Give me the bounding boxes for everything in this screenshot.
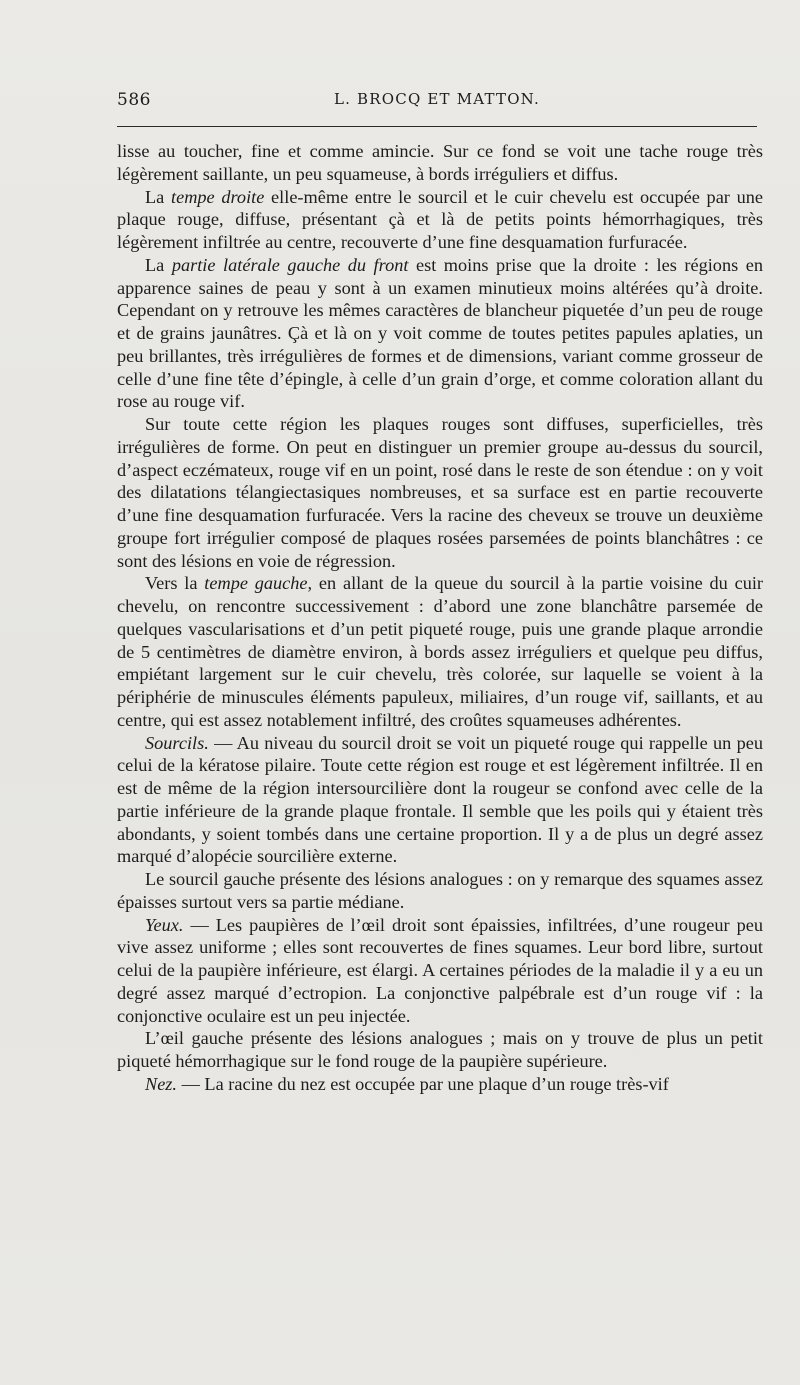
body-text	[117, 140, 763, 1096]
page-header	[117, 90, 757, 114]
header-rule	[117, 126, 757, 127]
paragraph-2: La tempe droite elle-même entre le sourcil et le cuir chevelu est occupée par une plaque rouge, diffuse, présentant çà et là de petits points hémorrhagiques, très légèrement infiltrée au centre, recouverte d’une fine desquamation furfuracée.	[117, 186, 763, 252]
page-number: 586	[117, 90, 151, 110]
paragraph-7: Le sourcil gauche présente des lésions analogues : on y remarque des squames assez épaisses surtout vers sa partie médiane.	[117, 869, 763, 912]
paragraph-1: lisse au toucher, fine et comme amincie. Sur ce fond se voit une tache rouge très légèrement saillante, un peu squameuse, à bords irréguliers et diffus.	[117, 141, 763, 184]
paragraph-3: La partie latérale gauche du front est moins prise que la droite : les régions en apparence saines de peau y sont à un examen minutieux moins altérées qu’à droite. Cependant on y retrouve les mêmes caractères de blancheur piquetée d’un peu de rouge et de grains jaunâtres. Çà et là on y voit comme de toutes petites papules aplaties, un peu brillantes, très irrégulières de formes et de dimensions, variant comme grosseur de celle d’une fine tête d’épingle, à celle d’un grain d’orge, et comme coloration allant du rose au rouge vif.	[117, 254, 763, 412]
paragraph-4: Sur toute cette région les plaques rouges sont diffuses, superficielles, très irrégulières de forme. On peut en distinguer un premier groupe au-dessus du sourcil, d’aspect eczémateux, rouge vif en un point, rosé dans le reste de son étendue : on y voit des dilatations télangiectasiques nombreuses, et sa surface est en partie recouverte d’une fine desquamation furfuracée. Vers la racine des cheveux se trouve un deuxième groupe fort irrégulier composé de plaques rosées parsemées de points blanchâtres : ce sont des lésions en voie de régression.	[117, 414, 763, 571]
paragraph-10: Nez. — La racine du nez est occupée par une plaque d’un rouge très-vif	[145, 1073, 669, 1094]
paragraph-8: Yeux. — Les paupières de l’œil droit sont épaissies, infiltrées, d’une rougeur peu vive assez uniforme ; elles sont recouvertes de fines squames. Leur bord libre, surtout celui de la paupière inférieure, est élargi. A certaines périodes de la maladie il y a eu un degré assez marqué d’ectropion. La conjonctive palpébrale est d’un rouge vif : la conjonctive oculaire est un peu injectée.	[117, 914, 763, 1026]
running-head: L. BROCQ ET MATTON.	[333, 90, 541, 108]
paragraph-6: Sourcils. — Au niveau du sourcil droit se voit un piqueté rouge qui rappelle un peu celui de la kératose pilaire. Toute cette région est rouge et est légèrement infiltrée. Il en est de même de la région intersourcilière dont la rougeur se confond avec celle de la partie inférieure de la grande plaque frontale. Il semble que les poils qui y étaient très abondants, y soient tombés dans une certaine proportion. Il y a de plus un degré assez marqué d’alopécie sourcilière externe.	[117, 732, 763, 867]
paragraph-9: L’œil gauche présente des lésions analogues ; mais on y trouve de plus un petit piqueté hémorrhagique sur le fond rouge de la paupière supérieure.	[117, 1028, 763, 1071]
paragraph-5: Vers la tempe gauche, en allant de la queue du sourcil à la partie voisine du cuir chevelu, on rencontre successivement : d’abord une zone blanchâtre parsemée de quelques vascularisations et d’un petit piqueté rouge, puis une grande plaque arrondie de 5 centimètres de diamètre environ, à bords assez irréguliers et quelque peu diffus, empiétant largement sur le cuir chevelu, très colorée, sur laquelle se voient à la périphérie de minuscules éléments papuleux, miliaires, d’un rouge vif, saillants, et au centre, qui est assez notablement infiltré, des croûtes squameuses adhérentes.	[117, 573, 764, 730]
